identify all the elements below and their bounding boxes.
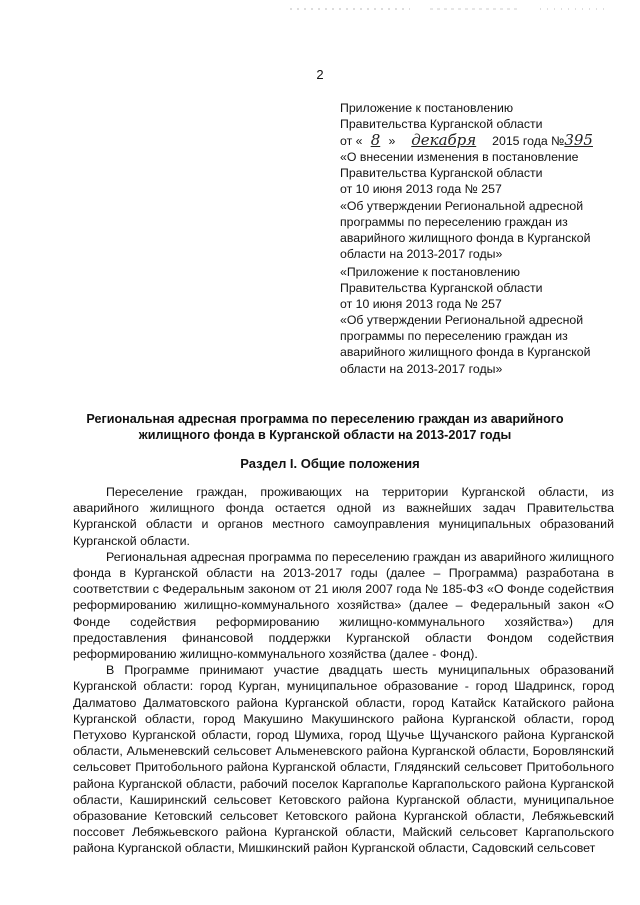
appendix-line: от 10 июня 2013 года № 257 xyxy=(340,297,502,312)
appendix-line: «О внесении изменения в постановление xyxy=(340,150,579,165)
scan-artifact-top xyxy=(290,6,610,12)
appendix-line: программы по переселению граждан из xyxy=(340,329,568,344)
date-mid: » xyxy=(388,134,396,149)
section-heading: Раздел I. Общие положения xyxy=(240,456,420,471)
page-number: 2 xyxy=(316,67,324,82)
appendix-line: «Об утверждении Региональной адресной xyxy=(340,198,584,213)
appendix-line: Правительства Курганской области xyxy=(340,281,543,296)
handwritten-day: 8 xyxy=(370,131,381,150)
title-line: Региональная адресная программа по переселению граждан из аварийного xyxy=(86,412,564,426)
appendix-line: программы по переселению граждан из xyxy=(340,214,568,229)
appendix-line: аварийного жилищного фонда в Курганской xyxy=(340,345,591,360)
appendix-date-line xyxy=(340,132,630,149)
appendix-line: Правительства Курганской области xyxy=(340,166,543,181)
appendix-note-original xyxy=(340,264,630,377)
handwritten-month: декабря xyxy=(411,131,477,150)
appendix-line: «Приложение к постановлению xyxy=(340,265,520,279)
appendix-line: от 10 июня 2013 года № 257 xyxy=(340,182,502,197)
program-title xyxy=(40,411,610,444)
body-text xyxy=(73,484,614,857)
appendix-line: области на 2013-2017 годы» xyxy=(340,361,503,376)
paragraph: В Программе принимают участие двадцать шесть муниципальных образований Курганской области: город Курган, муниципальное образование - город Шадринск, город Далматово Далматовского района Курганской области, город Катайск Катайского района Курганской области, город Макушино Макушинского района Курганской области, город Петухово Курганской области, город Шумиха, город Щучье Щучанского района Курганской области, Альменевский сельсовет Альменевского района Курганской области, Боровлянский сельсовет Притобольного района Курганской области, Глядянский сельсовет Притобольного района Курганской области, рабочий поселок Каргаполье Каргапольского района Курганской области, Каширинский сельсовет Кетовского района Курганской области, муниципальное образование Кетовский сельсовет Кетовского района Курганской области, Лебяжьевский поссовет Лебяжьевского района Курганской области, Майский сельсовет Каргапольского района Курганской области, Мишкинский район Курганской области, Садовский сельсовет xyxy=(73,663,614,856)
appendix-line: Приложение к постановлению xyxy=(340,101,514,115)
appendix-line: «Об утверждении Региональной адресной xyxy=(340,313,584,328)
appendix-line: Правительства Курганской области xyxy=(340,117,543,132)
appendix-note xyxy=(340,100,630,262)
appendix-line: области на 2013-2017 годы» xyxy=(340,246,503,261)
handwritten-decree-number: 395 xyxy=(564,131,593,150)
date-suffix: 2015 года № xyxy=(492,134,565,149)
title-line: жилищного фонда в Курганской области на 2013-2017 годы xyxy=(138,428,512,443)
paragraph: Переселение граждан, проживающих на территории Курганской области, из аварийного жилищного фонда остается одной из важнейших задач Правительства Курганской области и органов местного самоуправления муниципальных образований Курганской области. xyxy=(73,485,614,548)
date-prefix: от « xyxy=(340,134,363,149)
appendix-line: аварийного жилищного фонда в Курганской xyxy=(340,230,591,245)
paragraph: Региональная адресная программа по переселению граждан из аварийного жилищного фонда в Курганской области на 2013-2017 годы (далее – Программа) разработана в соответствии с Федеральным законом от 21 июля 2007 года № 185-ФЗ «О Фонде содействия реформированию жилищно-коммунального хозяйства» (далее – Федеральный закон «О Фонде содействия реформированию жилищно-коммунального хозяйства») для предоставления финансовой поддержки Курганской области Фондом содействия реформированию жилищно-коммунального хозяйства (далее - Фонд). xyxy=(73,549,614,662)
